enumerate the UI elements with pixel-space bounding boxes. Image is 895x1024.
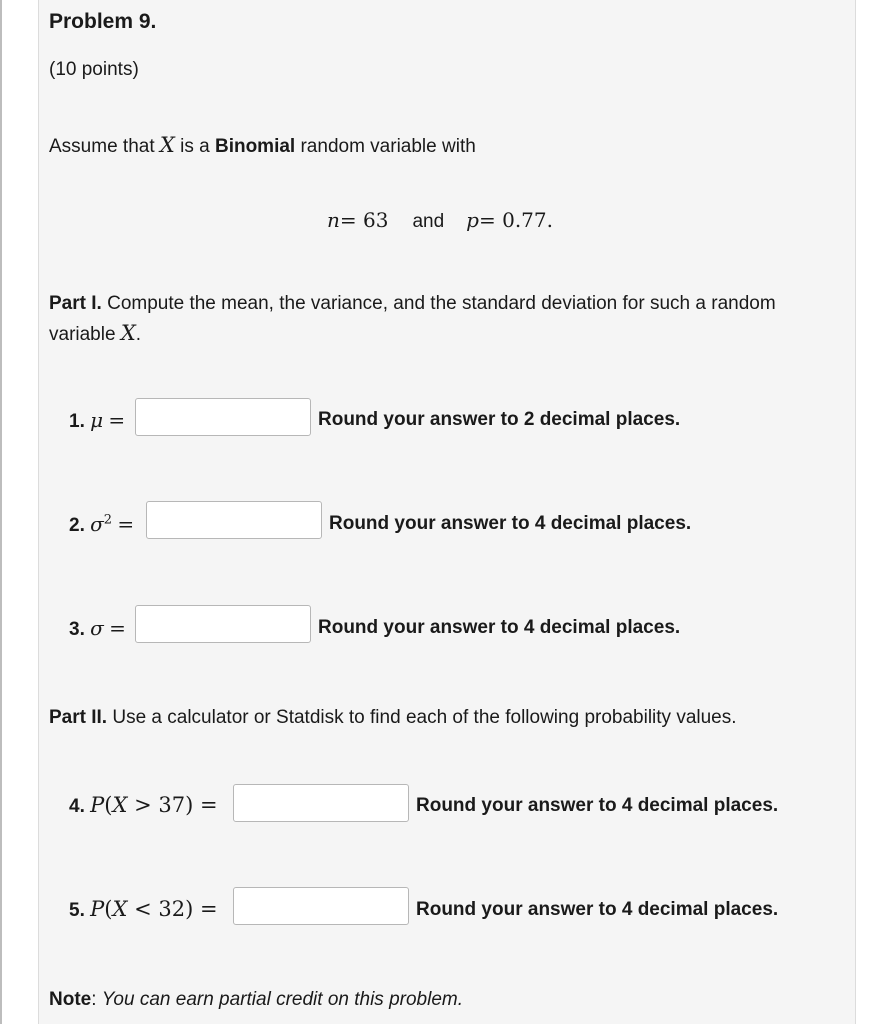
question-4-hint: Round your answer to 4 decimal places. xyxy=(416,795,779,816)
problem-title: Problem 9. xyxy=(49,10,157,33)
prob-less-answer-input[interactable] xyxy=(233,887,409,925)
std-dev-answer-input[interactable] xyxy=(135,605,311,643)
problem-points: (10 points) xyxy=(49,59,139,80)
part2-text: Part II. Use a calculator or Statdisk to find each of the following probability values. xyxy=(49,707,737,728)
question-3-hint: Round your answer to 4 decimal places. xyxy=(318,617,681,638)
question-5-label: 5. P(X < 32) = xyxy=(69,897,218,921)
part1-line1: Part I. Compute the mean, the variance, and the standard deviation for such a random xyxy=(49,293,776,314)
binomial-parameters: n= 63 and p= 0.77. xyxy=(327,208,553,232)
question-1-label: 1. μ = xyxy=(69,408,126,432)
question-4-label: 4. P(X > 37) = xyxy=(69,793,218,817)
partial-credit-note: Note: You can earn partial credit on this problem. xyxy=(49,989,464,1010)
question-2-label: 2. $\sigma^2$ = xyxy=(69,512,135,536)
variance-answer-input[interactable] xyxy=(146,501,322,539)
question-1-hint: Round your answer to 2 decimal places. xyxy=(318,409,681,430)
question-5-hint: Round your answer to 4 decimal places. xyxy=(416,899,779,920)
prob-greater-answer-input[interactable] xyxy=(233,784,409,822)
left-border xyxy=(0,0,2,1024)
mean-answer-input[interactable] xyxy=(135,398,311,436)
question-3-label: 3. σ = xyxy=(69,616,126,640)
part1-line2: variable X. xyxy=(49,321,142,345)
intro-text: Assume that X is a Binomial random variable with xyxy=(49,133,476,157)
question-2-hint: Round your answer to 4 decimal places. xyxy=(329,513,692,534)
